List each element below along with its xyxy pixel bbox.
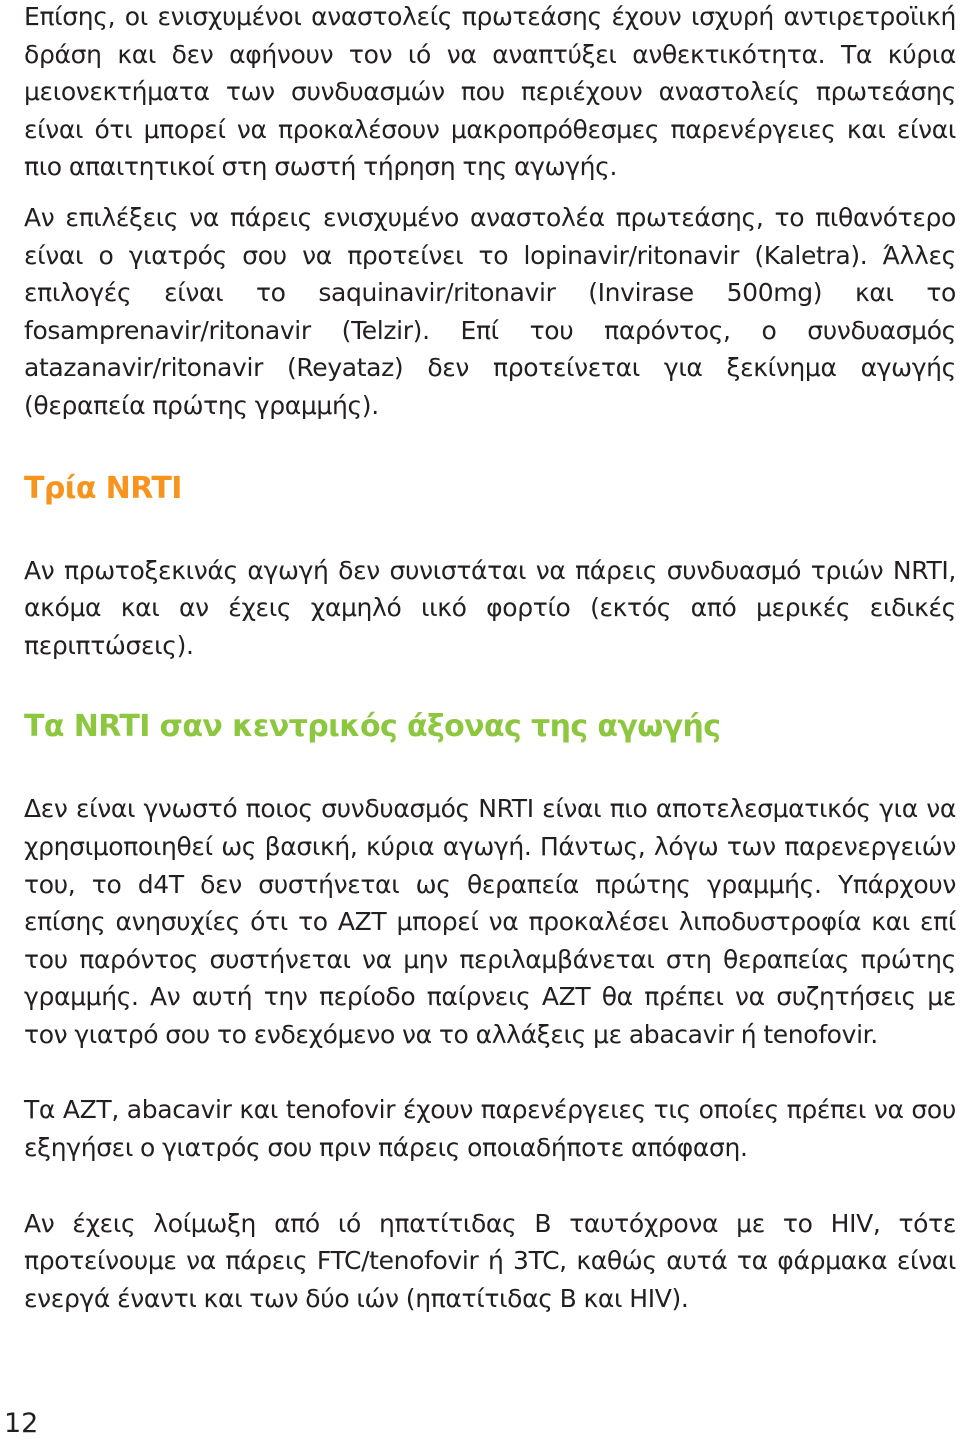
paragraph-hepatitis-b: Αν έχεις λοίμωξη από ιό ηπατίτιδας Β ταυτόχρονα με το HIV, τότε προτείνουμε να πάρεις FTC/tenofovir ή 3TC, καθώς αυτά τα φάρμακα είναι ενεργά έναντι και των δύο ιών (ηπατίτιδας Β και HIV).	[24, 1208, 956, 1313]
paragraph-boosted-pi-options: Αν επιλέξεις να πάρεις ενισχυμένο αναστολέα πρωτεάσης, το πιθανότερο είναι ο γιατρός σου να προτείνει το lopinavir/ritonavir (Kaletra). Άλλες επιλογές είναι το saquinavir/ritonavir (Invirase 500mg) και το fosamprenavir/ritonavir (Telzir). Επί του παρόντος, ο συνδυασμός atazanavir/ritonavir (Reyataz) δεν προτείνεται για ξεκίνημα αγωγής (θεραπεία πρώτης γραμμής).	[24, 202, 956, 420]
paragraph-side-effects: Τα AZT, abacavir και tenofovir έχουν παρενέργειες τις οποίες πρέπει να σου εξηγήσει ο γιατρός σου πριν πάρεις οποιαδήποτε απόφαση.	[24, 1095, 956, 1163]
page-number: 12	[4, 1408, 39, 1439]
heading-three-nrti: Τρία NRTI	[24, 470, 182, 506]
heading-nrti-backbone: Τα NRTI σαν κεντρικός άξονας της αγωγής	[24, 709, 721, 745]
paragraph-three-nrti: Αν πρωτοξεκινάς αγωγή δεν συνιστάται να πάρεις συνδυασμό τριών NRTI, ακόμα και αν έχεις χαμηλό ιικό φορτίο (εκτός από μερικές ειδικές περιπτώσεις).	[24, 555, 956, 660]
page-content	[24, 0, 956, 1317]
paragraph-protease-advantages: Επίσης, οι ενισχυμένοι αναστολείς πρωτεάσης έχουν ισχυρή αντιρετροϊική δράση και δεν αφήνουν τον ιό να αναπτύξει ανθεκτικότητα. Τα κύρια μειονεκτήματα των συνδυασμών που περιέχουν αναστολείς πρωτεάσης είναι ότι μπορεί να προκαλέσουν μακροπρόθεσμες παρενέργειες και είναι πιο απαιτητικοί στη σωστή τήρηση της αγωγής.	[24, 2, 956, 182]
paragraph-nrti-backbone: Δεν είναι γνωστό ποιος συνδυασμός NRTI είναι πιο αποτελεσματικός για να χρησιμοποιηθεί ως βασική, κύρια αγωγή. Πάντως, λόγω των παρενεργειών του, το d4T δεν συστήνεται ως θεραπεία πρώτης γραμμής. Υπάρχουν επίσης ανησυχίες ότι το AZT μπορεί να προκαλέσει λιποδυστροφία και επί του παρόντος συστήνεται να μην περιλαμβάνεται στη θεραπείας πρώτης γραμμής. Αν αυτή την περίοδο παίρνεις AZT θα πρέπει να συζητήσεις με τον γιατρό σου το ενδεχόμενο να το αλλάξεις με abacavir ή tenofovir.	[24, 794, 956, 1049]
